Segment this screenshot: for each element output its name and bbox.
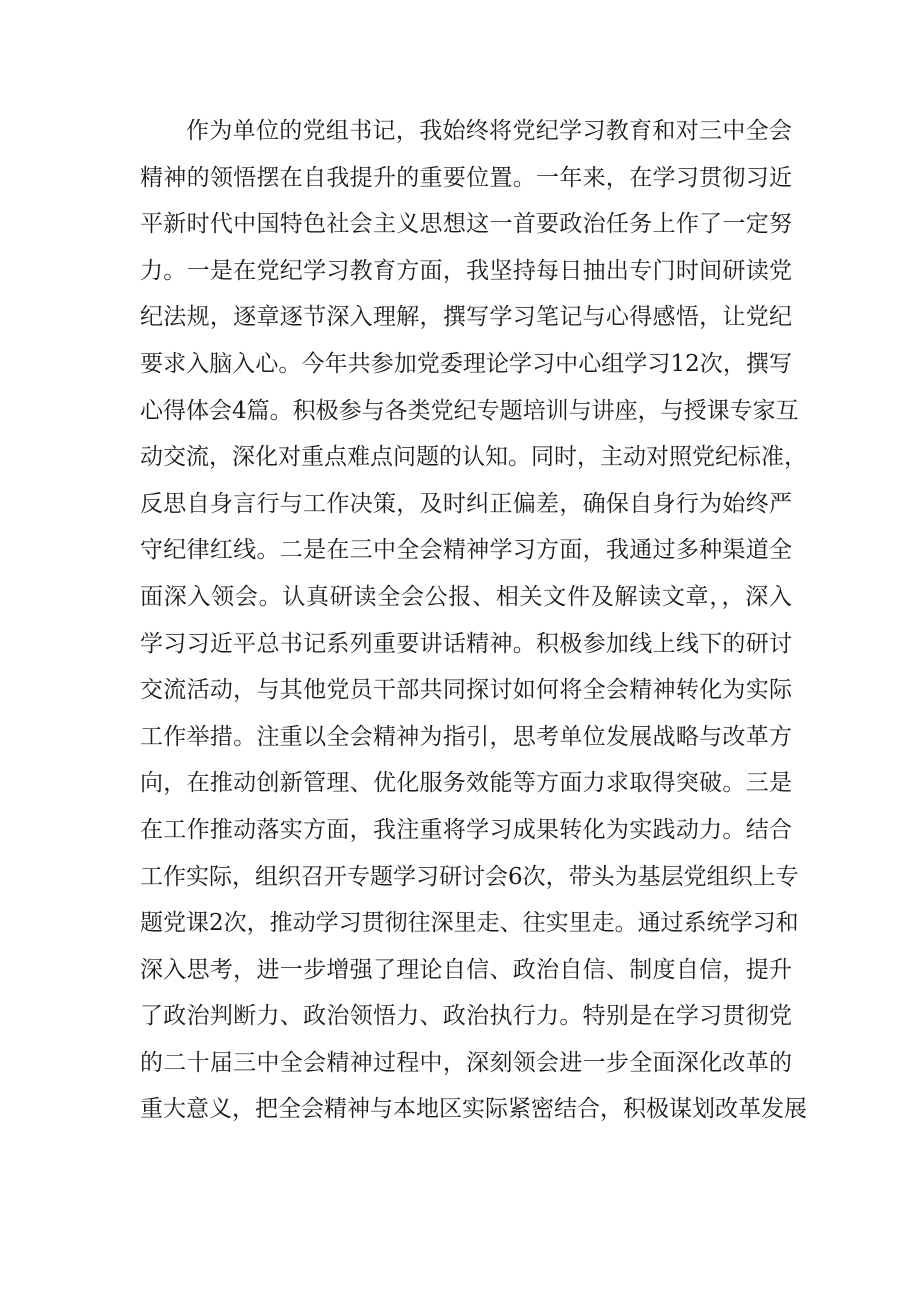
paragraph-line: 学习习近平总书记系列重要讲话精神。积极参加线上线下的研讨 bbox=[140, 630, 792, 657]
paragraph-line: 在工作推动落实方面，我注重将学习成果转化为实践动力。结合 bbox=[140, 816, 792, 843]
paragraph-line: 动交流，深化对重点难点问题的认知。同时，主动对照党纪标准， bbox=[140, 444, 807, 471]
paragraph-line: 深入思考，进一步增强了理论自信、政治自信、制度自信，提升 bbox=[140, 956, 792, 983]
paragraph-line: 工作实际，组织召开专题学习研讨会6次，带头为基层党组织上专 bbox=[140, 863, 799, 890]
paragraph-line: 反思自身言行与工作决策，及时纠正偏差，确保自身行为始终严 bbox=[140, 490, 792, 517]
paragraph-line: 题党课2次，推动学习贯彻往深里走、往实里走。通过系统学习和 bbox=[140, 910, 799, 937]
paragraph-line: 力。一是在党纪学习教育方面，我坚持每日抽出专门时间研读党 bbox=[140, 257, 792, 284]
paragraph-line: 要求入脑入心。今年共参加党委理论学习中心组学习12次，撰写 bbox=[140, 350, 792, 377]
paragraph-line: 重大意义，把全会精神与本地区实际紧密结合，积极谋划改革发展 bbox=[140, 1096, 807, 1123]
paragraph-line: 工作举措。注重以全会精神为指引，思考单位发展战略与改革方 bbox=[140, 723, 792, 750]
paragraph-line: 了政治判断力、政治领悟力、政治执行力。特别是在学习贯彻党 bbox=[140, 1003, 792, 1030]
paragraph-line: 精神的领悟摆在自我提升的重要位置。一年来，在学习贯彻习近 bbox=[140, 164, 792, 191]
paragraph-line: 守纪律红线。二是在三中全会精神学习方面，我通过多种渠道全 bbox=[140, 537, 792, 564]
paragraph-line: 平新时代中国特色社会主义思想这一首要政治任务上作了一定努 bbox=[140, 211, 792, 238]
paragraph-line: 面深入领会。认真研读全会公报、相关文件及解读文章，，深入 bbox=[140, 583, 792, 610]
paragraph-line: 心得体会4篇。积极参与各类党纪专题培训与讲座，与授课专家互 bbox=[140, 397, 799, 424]
paragraph-line: 的二十届三中全会精神过程中，深刻领会进一步全面深化改革的 bbox=[140, 1049, 792, 1076]
body-paragraph bbox=[140, 108, 807, 1133]
paragraph-line: 交流活动，与其他党员干部共同探讨如何将全会精神转化为实际 bbox=[140, 677, 792, 704]
paragraph-line: 纪法规，逐章逐节深入理解，撰写学习笔记与心得感悟，让党纪 bbox=[140, 304, 792, 331]
paragraph-line: 作为单位的党组书记，我始终将党纪学习教育和对三中全会 bbox=[186, 118, 792, 144]
paragraph-line: 向，在推动创新管理、优化服务效能等方面力求取得突破。三是 bbox=[140, 770, 792, 797]
